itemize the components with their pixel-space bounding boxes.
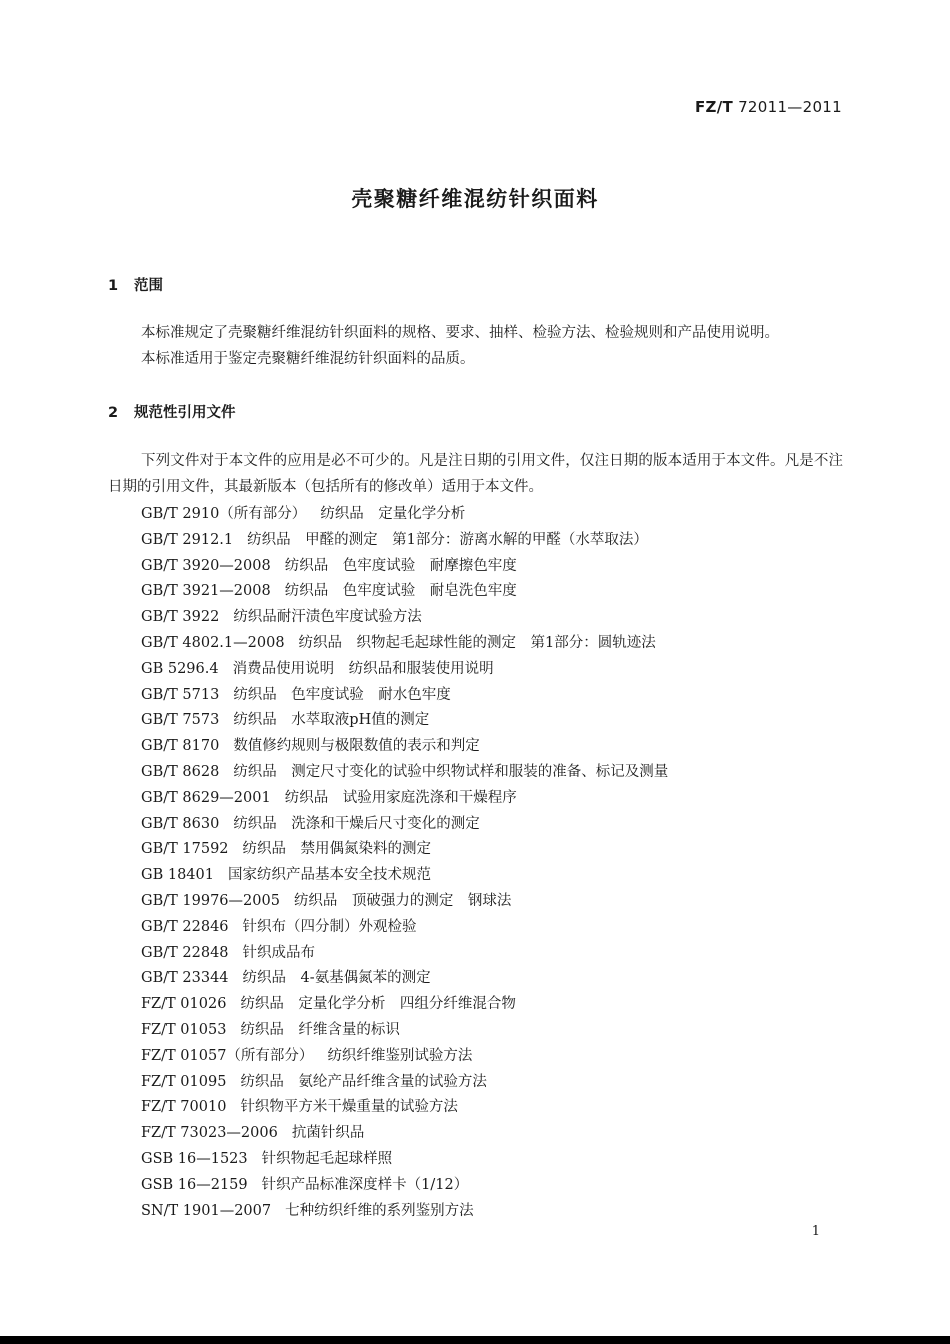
reference-item [141,605,668,631]
reference-title: 针织物平方米干燥重量的试验方法 [240,1099,458,1116]
reference-code: FZ/T 01026 [141,996,227,1013]
reference-code: GB/T 22846 [141,918,229,935]
reference-code: GB/T 22848 [141,944,229,961]
reference-item [141,528,668,554]
reference-title: 抗菌针织品 [291,1125,365,1142]
reference-item [141,579,668,605]
section-1-paragraph-2: 本标准适用于鉴定壳聚糖纤维混纺针织面料的品质。 [141,351,475,367]
reference-title: 数值修约规则与极限数值的表示和判定 [233,738,480,755]
reference-code: GB 18401 [141,867,214,884]
reference-item [141,889,668,915]
reference-item [141,631,668,657]
reference-title: 纺织品 定量化学分析 [320,506,466,522]
reference-item [141,760,668,786]
reference-item [141,502,668,528]
reference-item [141,915,668,941]
reference-code: GSB 16—1523 [141,1150,248,1167]
reference-item [141,992,668,1018]
section-2-heading [108,401,236,422]
reference-list [141,502,668,1224]
reference-title: 纺织品 纤维含量的标识 [240,1021,400,1038]
page-number: 1 [811,1224,820,1239]
reference-item [141,554,668,580]
reference-title: 纺织品 色牢度试验 耐皂洗色牢度 [284,583,517,600]
reference-title: 纺织品 顶破强力的测定 钢球法 [293,892,512,909]
reference-item [141,683,668,709]
document-title: 壳聚糖纤维混纺针织面料 [351,187,599,211]
reference-code: FZ/T 01053 [141,1021,227,1038]
reference-item [141,1147,668,1173]
reference-code: FZ/T 01057（所有部分） [141,1047,314,1064]
reference-code: GB/T 3922 [141,609,220,626]
reference-item [141,941,668,967]
reference-title: 七种纺织纤维的系列鉴别方法 [285,1202,474,1219]
reference-item [141,1121,668,1147]
reference-code: GB/T 2910（所有部分） [141,506,307,522]
reference-code: GB/T 5713 [141,686,220,703]
reference-code: GB/T 8630 [141,815,220,832]
reference-code: GB/T 8629—2001 [141,789,271,806]
reference-title: 针织物起毛起球样照 [261,1150,393,1167]
reference-title: 纺织品 定量化学分析 四组分纤维混合物 [240,996,516,1013]
reference-code: GB/T 3921—2008 [141,583,271,600]
reference-title: 纺织品 织物起毛起球性能的测定 第1部分：圆轨迹法 [298,634,656,651]
section-1-paragraph-1: 本标准规定了壳聚糖纤维混纺针织面料的规格、要求、抽样、检验方法、检验规则和产品使用说明。 [141,325,779,341]
reference-code: GSB 16—2159 [141,1176,248,1193]
reference-title: 消费品使用说明 纺织品和服装使用说明 [232,660,494,677]
reference-code: GB/T 23344 [141,970,229,987]
reference-code: GB/T 19976—2005 [141,892,280,909]
reference-item [141,657,668,683]
reference-item [141,966,668,992]
reference-title: 纺织品 色牢度试验 耐摩擦色牢度 [284,557,517,574]
reference-code: FZ/T 01095 [141,1073,227,1090]
reference-code: GB/T 2912.1 [141,531,234,548]
section-2-intro: 下列文件对于本文件的应用是必不可少的。凡是注日期的引用文件，仅注日期的版本适用于本文件。凡是不注日期的引用文件，其最新版本（包括所有的修改单）适用于本文件。 [108,453,843,495]
reference-code: GB/T 7573 [141,712,220,729]
reference-title: 纺织品 洗涤和干燥后尺寸变化的测定 [233,815,480,832]
reference-item [141,1199,668,1225]
reference-item [141,1018,668,1044]
reference-code: FZ/T 70010 [141,1099,227,1116]
reference-item [141,734,668,760]
reference-code: GB/T 8170 [141,738,220,755]
reference-title: 纺织纤维鉴别试验方法 [327,1047,473,1064]
reference-title: 纺织品耐汗渍色牢度试验方法 [233,609,422,626]
reference-item [141,786,668,812]
reference-item [141,837,668,863]
reference-code: GB/T 8628 [141,763,220,780]
reference-title: 针织成品布 [242,944,316,961]
reference-item [141,1044,668,1070]
reference-code: GB/T 17592 [141,841,229,858]
reference-item [141,863,668,889]
section-1-title: 范围 [134,278,163,294]
section-2-title: 规范性引用文件 [134,405,236,421]
reference-title: 纺织品 测定尺寸变化的试验中织物试样和服装的准备、标记及测量 [233,763,669,780]
reference-title: 纺织品 水萃取液pH值的测定 [233,712,430,729]
reference-title: 纺织品 4-氨基偶氮苯的测定 [242,970,431,987]
bottom-edge-bar [0,1336,950,1344]
section-1-number: 1 [108,278,119,294]
reference-item [141,1173,668,1199]
reference-title: 纺织品 色牢度试验 耐水色牢度 [233,686,451,703]
reference-item [141,1095,668,1121]
reference-title: 纺织品 禁用偶氮染料的测定 [242,841,432,858]
standard-prefix: FZ/T [694,98,734,116]
reference-title: 国家纺织产品基本安全技术规范 [227,867,431,884]
standard-code [695,98,842,116]
reference-title: 纺织品 氨纶产品纤维含量的试验方法 [240,1073,487,1090]
reference-title: 针织布（四分制）外观检验 [242,918,417,935]
section-2-number: 2 [108,405,119,421]
reference-item [141,812,668,838]
standard-number: 72011—2011 [738,98,842,116]
reference-code: FZ/T 73023—2006 [141,1125,278,1142]
reference-code: GB 5296.4 [141,660,219,677]
reference-code: SN/T 1901—2007 [141,1202,272,1219]
reference-item [141,708,668,734]
reference-title: 纺织品 试验用家庭洗涤和干燥程序 [284,789,517,806]
reference-title: 针织产品标准深度样卡（1/12） [261,1176,469,1193]
reference-code: GB/T 3920—2008 [141,557,271,574]
section-1-heading [108,274,163,295]
reference-item [141,1070,668,1096]
reference-code: GB/T 4802.1—2008 [141,634,285,651]
reference-title: 纺织品 甲醛的测定 第1部分：游离水解的甲醛（水萃取法） [247,531,648,548]
